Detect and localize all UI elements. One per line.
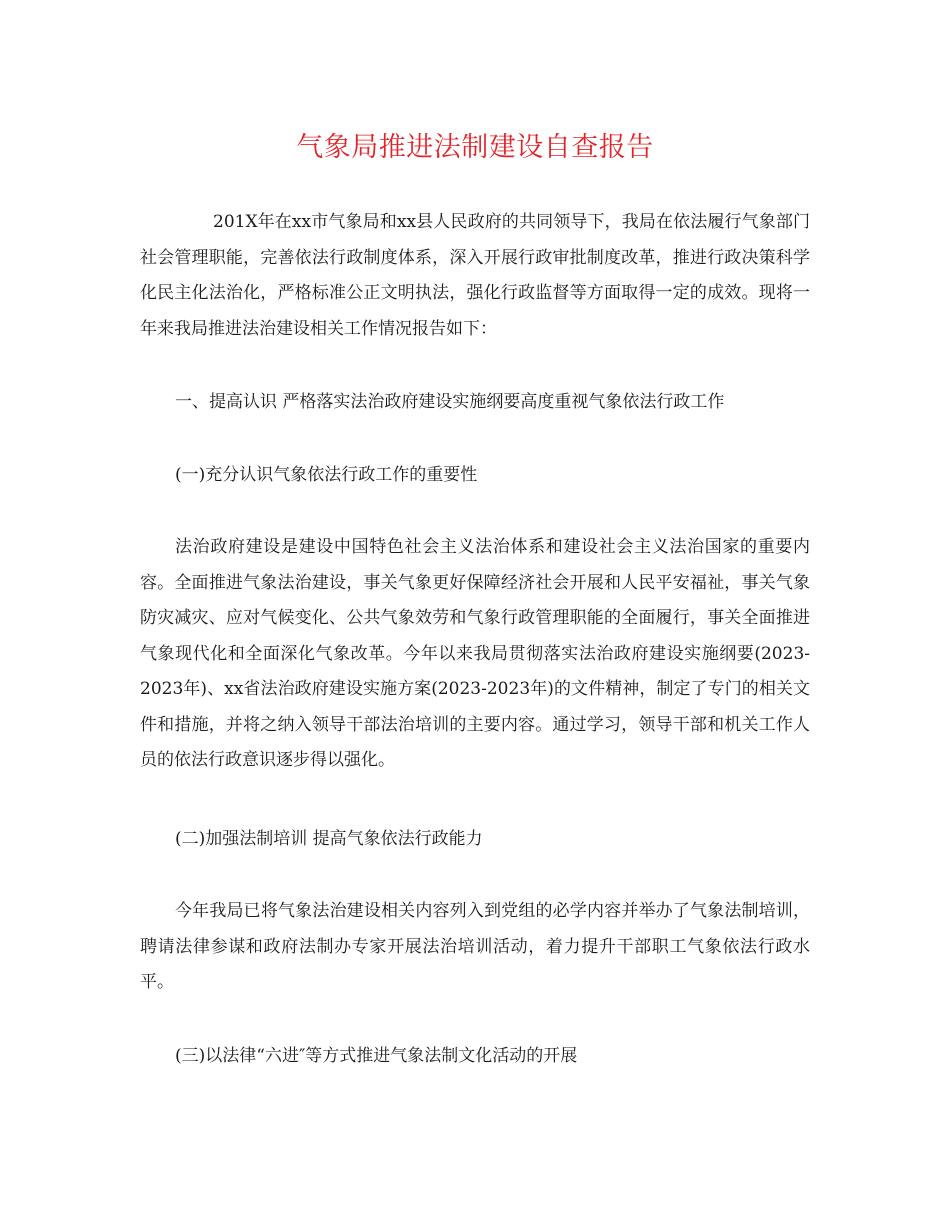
subsection-2-heading: (二)加强法制培训 提高气象依法行政能力 — [175, 829, 483, 849]
section-1-heading: 一、提高认识 严格落实法治政府建设实施纲要高度重视气象依法行政工作 — [175, 392, 725, 412]
subsection-3-heading: (三)以法律“六进″等方式推进气象法制文化活动的开展 — [175, 1046, 578, 1066]
subsection-1-heading: (一)充分认识气象依法行政工作的重要性 — [175, 465, 478, 485]
document-title: 气象局推进法制建设自查报告 — [296, 132, 654, 163]
intro-paragraph: 201X年在xx市气象局和xx县人民政府的共同领导下，我局在依法履行气象部门社会管理职能，完善依法行政制度体系，深入开展行政审批制度改革，推进行政决策科学化民主化法治化，严格标准公正文明执法，强化行政监督等方面取得一定的成效。现将一年来我局推进法治建设相关工作情况报告如下： — [140, 212, 810, 339]
subsection-1-body: 法治政府建设是建设中国特色社会主义法治体系和建设社会主义法治国家的重要内容。全面推进气象法治建设，事关气象更好保障经济社会开展和人民平安福祉，事关气象防灾减灾、应对气候变化、公共气象效劳和气象行政管理职能的全面履行，事关全面推进气象现代化和全面深化气象改革。今年以来我局贯彻落实法治政府建设实施纲要(2023-2023年)、xx省法治政府建设实施方案(2023-2023年)的文件精神，制定了专门的相关文件和措施，并将之纳入领导干部法治培训的主要内容。通过学习，领导干部和机关工作人员的依法行政意识逐步得以强化。 — [140, 537, 810, 770]
subsection-2-body: 今年我局已将气象法治建设相关内容列入到党组的必学内容并举办了气象法制培训，聘请法律参谋和政府法制办专家开展法治培训活动，着力提升干部职工气象依法行政水平。 — [140, 901, 810, 992]
